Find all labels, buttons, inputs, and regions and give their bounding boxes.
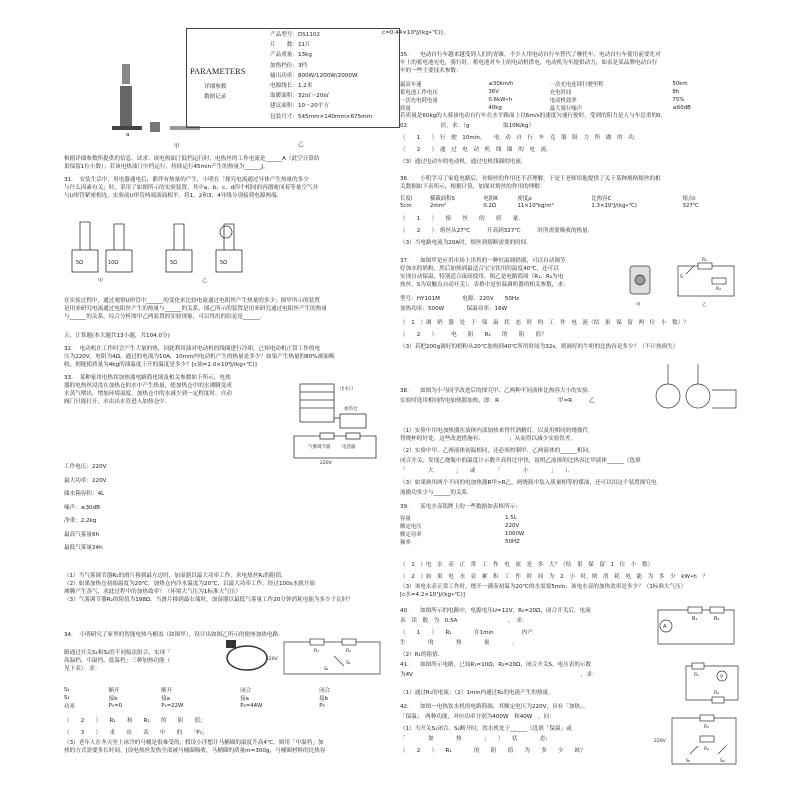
q42-sub-2: （ 2 ） R₁ 的 阻 值 为 多 少 欧？ [400,748,586,754]
flask-jia [656,384,680,408]
q41-line-2: 为4V ，求： [400,672,598,678]
humidifier-spec-line: 最低气雾量24h [64,545,103,551]
q39-sub-3b: [c水=4.2×10³J/(kg•℃)] [400,592,465,598]
humid-label-regulator: 气雾调节器 [308,445,331,450]
q41-r1 [692,663,704,669]
q42-r1 [700,715,714,721]
q39-sub-1: （ 1 ）电 水 壶 正 常 工 作 电 流 是 多 大？（结 果 保 留 1 位 小 数） [400,562,654,568]
q41-r1-label: R₁ [694,673,699,678]
humidifier-circuit [294,436,376,458]
q36-table-cell: 比热容C [591,196,612,202]
circuit-q41-figure [682,660,742,704]
spec-line: 产品型号：DS1102 [270,32,321,38]
q42-s1-label: S₁ [686,759,691,764]
q35-sub-3: （3）通过电动车的电动机，通过电机线圈的电流． [400,159,527,165]
humidifier-spec-line: 储水箱容积：4L [64,491,105,497]
humidifier-figure [290,380,386,464]
milk-s-label: S [680,275,683,280]
q38-line-1: 38. 如图为小马同学改进后的探究甲、乙两种不同液体比热容大小的实验． [400,388,594,394]
q36-fuse-table [400,194,720,209]
q31-line-6: 与______的关系，综合分析图甲乙两装置的实验现象，可以得出的结论是______． [64,314,266,320]
q42-sub-1b: 「 加 热 」 ） 状 态； [400,736,552,742]
q35-table-cell: ≤60dB [672,105,691,111]
toilet-s1-label: S₁ [324,667,329,672]
q39-table-cell: 1.5L [505,515,517,521]
q39-kettle-table [400,514,600,546]
q36-table-cell: 11×10³kg/m³ [517,202,554,209]
q35-table-row [400,104,720,112]
q41-line-1: 41. 如图所示电路，已知R₁=10Ω，R₂=20Ω，闭合开关S，电压表的示数 [400,662,592,668]
circuit-q40-figure [654,602,738,648]
q40-r1 [688,607,702,613]
q35-table-cell: 一次充电连续行驶里程 [549,82,604,88]
q40-sub-2: （2）R₁的阻值． [400,652,444,658]
q31-line-4: 在实验过程中，通过观察U形管中______的变化来比较电流通过电阻丝产生热量的多少；图甲所示的装置 [64,298,320,304]
q38-sub-3: （3）如果换用两个不同的电加热器R甲>R乙，两烧瓶中装入质量相等的煤油，还可以用这个装置探究电 [400,480,657,486]
q34-table-cell: 接a [161,696,170,702]
q38-sub-3b: 流做功多少与______的关系． [400,490,473,496]
q35-table-cell: 充电时间 [549,90,572,96]
q40-r2-label: R₂ [714,616,720,622]
u-tube-a [80,222,90,250]
humid-label-heater: 电热器 [342,445,356,450]
milk-bottle [635,275,645,285]
parameters-subtitle-1: 详细参数 [204,84,227,90]
q35-table-cell: 最高车速 [400,82,422,88]
q34-sub-3b: 热的方式需要多长时间。[设电热丝发热全部被马桶圈吸收，马桶圈的质量m=300g，马桶圈材料的比热容 [64,748,326,754]
humidifier-spec-line: 工作电压：220V [64,464,107,470]
q35-table-cell: ≤30km/h [488,81,514,87]
humidifier-spec-line: 最高气雾量6h [64,531,100,538]
milk-r2 [712,278,726,284]
humidifier-spec-line: 最大功率：220V [64,477,107,484]
q35-table-cell: 电动机效率 [549,98,577,104]
q42-r2 [700,736,714,742]
q34-table-cell: P₂=44W [240,703,263,709]
flask-apparatus-figure [650,360,742,414]
q34-line-4: 见下表）．求： [64,666,101,672]
milk-r1-label: R₁ [702,258,707,263]
resistor-5ohm-d: 5Ω [220,260,228,266]
q36-sub-2: （ 2 ） 熔丝从27℃ 升高到327℃ 时所需要吸收的热量． [400,228,594,234]
heater-fins [120,86,132,126]
q39-line-1: 39. 某电水壶铭牌上的一些数据如表格所示： [400,504,521,510]
q34-sub-1: （ 2 ） R₁ 和 R₂ 的 阻 值； [64,718,206,724]
top-formula: c=0.44×10³J/(kg•℃)]。 [382,30,449,36]
q36-table-cell: 电阻R [483,196,498,202]
resistor-10ohm-b: 10Ω [108,260,119,266]
q35-table-cell: 50km [672,81,688,87]
q42-line-2: 「保温」 两种功能，对应功率分别为400W 和40W ，问： [400,714,555,720]
q34-table-cell: P₃ [319,703,325,709]
figure-label-yi: 乙 [298,142,304,148]
q36-table-row [400,202,720,209]
q36-table-cell: 1.3×10²J/(kg•℃) [591,202,637,209]
q42-switch-s2 [718,746,726,754]
q31-line-3: 与U形管紧密相连，实验前U形管两端液面相平，将1、2和3、4导线分别接到电源两端． [64,193,283,199]
q35-line-2: 车上的蓄电池充电，骑行时，蓄电池对车上的电动机供电，电动机为车提供动力，如表是某品牌电动自行 [400,60,658,66]
q35-table-cell: 8h [672,89,680,95]
figure-label-jia: 甲 [174,144,180,150]
humidifier-spec-line: 噪声：≤30dB [64,504,100,511]
spec-line: 电源线长：1.2米 [270,83,313,89]
toilet-seat-figure [222,640,272,674]
u-tube-b [114,224,124,250]
q35-table-row [400,96,720,104]
q37-line-2: 好加水的奶粉，然后加热到最适合宝宝饮用的温度40℃，还可以 [400,266,559,272]
milk-warmer-figure [622,256,742,312]
regulator-r2 [320,433,334,439]
q41-voltmeter-label: V [720,675,724,680]
q33-line-3: 水蒸气喷出，增加环境湿度，加热仓中的水减少到一定程度时，自动 [64,391,232,397]
q34-table-cell: S₂ [64,695,70,701]
section-five-heading: 五、计算题(本大题共13小题，共104.0分) [64,333,170,339]
q39-table-row [400,530,600,538]
q33-sub-2a: （2）如果加热仓初始温度为20℃，加热仓内冷水温度为20℃，以最大功率工作，经过100s水就开始 [64,581,315,587]
q42-sub-1: （1）当开关S₁闭合、S₂断开时，饮水机处于______（选填「保温」或 [400,726,572,732]
q35-table-cell: 最大骑行噪声 [549,106,583,112]
q30-line-2: 果保留1位小数）；若该电热油汀中档运行，持续运行45min产生的热量为______J。 [64,164,269,170]
humidifier-spec-line: 净重：2.2kg [64,518,97,524]
q40-r1-label: R₁ [692,616,698,622]
toilet-220v: 220V [266,657,278,662]
q33-line-1: 33． 某种家用电热饮加热器电路简化图及相关参数如下所示，电热 [64,375,231,381]
q31-line-5: 是用来研究电流通过电阻丝产生的热量与______的关系，图乙所示的装置是用来研究通过电阻丝产生的热量 [64,306,327,312]
q35-line-3: 车的一些主要技术参数： [400,68,462,74]
q42-line-1: 42. 如图一电热饮水机的电路简图，其额定电压为220V，具有「加热」、 [400,704,589,710]
parameters-title: PARAMETERS [190,66,246,76]
q30-line-1: 根据详细参数所提供的信息，试求：该电热油汀低档运行时，电热丝的工作电流是______A（此空计算结 [64,156,320,162]
q37-sub-1: （ 1 ）调 奶 器 处 于 保 温 状 态 时 的 工 作 电 流（结 果 保 留 两 位 小 数）？ [400,320,689,326]
q35-table-row [400,80,720,88]
resistor-5ohm-c: 5Ω [170,260,178,266]
q42-220v-label: 220V [654,739,666,744]
q34-sub-2: （ 3 ） 求 出 表 中 的 「P₃」 [64,730,208,736]
q34-table-row [64,702,364,710]
q38-sub-2: （2）实验中甲、乙两液体初温相同，还必须控制甲、乙两液体的______相同， [400,448,594,454]
q35-table-cell: 蓄电池工作电压 [400,90,438,96]
q40-r2 [710,607,724,613]
heater-wheel [150,122,160,132]
q35-table-cell: 0.6kW•h [488,97,512,103]
q39-table-cell: 220V [505,523,520,529]
toilet-s2-label: S₂ [346,661,351,666]
spec-line: 输出功率：800W/1200W/2000W [270,72,358,79]
figure-label-a: a [126,132,130,138]
q34-table-cell: 断开 [108,688,120,694]
q39-table-cell: 额定功率 [400,532,422,538]
q38-line-2: 实验时选用相同的电加热器加热，即：R [400,398,499,404]
q34-table-cell: P₁=22W [161,703,184,709]
q33-sub-3: （3）气雾调节器R₂的阻值为198Ω，当滑片移到最右端时，加湿器以最低气雾量工作20分钟消耗电能为多少千瓦时？ [64,597,354,603]
q38-sub-1: （1）实验中用电加热器在液体内部加热来替代酒精灯，以及用相同的烧瓶代 [400,428,589,434]
q40-line-2: 表 读 数 为 0.5A ， 求： [400,618,528,624]
q33-sub-1: （1）当气雾调节器R₂的滑片移到最左边时，加湿器以最大功率工作，求电热丝R₁的阻值。 [64,573,287,579]
humid-label-outlet: 出水口 [340,387,354,392]
seat-control [226,640,236,648]
heater-r1 [346,433,360,439]
q39-sub-3: （3）该电水壶正常工作时，烧开一满壶初温为20℃的水需要5min，该电水壶的加热效率是多少？（1标准大气压） [400,584,687,590]
spec-line: 建议面积：10～20平方 [270,103,329,110]
q36-table-cell: 熔点t [682,196,696,202]
toilet-r1-label: R₁ [314,649,319,654]
q39-sub-2: （ 2 ）如 果 电 水 壶 累 积 工 作 时 间 为 2 小 时，则 消 耗 电 能 为 多 少 kW•h ？ [400,574,709,580]
q34-line-3: 高温档、中温档、低温档」三种加热功能（ [64,658,171,664]
q39-table-cell: 额定电压 [400,524,422,530]
q36-table-cell: 5cm [400,202,412,209]
q35-spec-table [400,80,720,112]
q37-line-1: 37. 如图甲是应用市场上出售的一种恒温调奶器，可以自动调节 [400,258,566,264]
q32-line-3: 收，则能使质量为4kg的油温度上升的温度是多少？[c油=2.0×10³J/(kg•℃)] [64,362,257,368]
q37-sub-2: （ 2 ） 电 阻 R₂ 的 阻 值？ [400,332,547,338]
milk-switch [686,266,694,274]
q32-line-2: 压为220V，电阻为4Ω，通过的电流为10A，10min内电动机产生的热量是多少？如果产生热量的80%被油吸 [64,354,335,360]
u-tube-label-yi: 乙 [202,278,208,284]
q42-switch-s1 [690,746,698,754]
heater-base [112,126,142,130]
q39-table-row [400,522,600,530]
q32-line-1: 32． 电动机在工作时会产生大量的热，因此利用油对电动机的线圈进行冷却，已知电动机正常工作的电 [64,346,321,352]
spec-line: 片 数：11片 [270,42,311,49]
q36-line-2: 关数据如下表所示，根据计算，加深对熔丝的作用的理解： [400,184,546,190]
q39-table-row [400,514,600,522]
toilet-r1 [310,639,324,645]
q31-line-1: 31． 安装生活中，用电器通电后，都伴有热量的产生，小明在「探究电流通过导体产生热量的多少 [64,177,309,183]
flask-yi [686,384,710,408]
u-tube-apparatus-figure [66,202,266,286]
q39-table-cell: 频率 [400,540,411,546]
q38-line-2b: 甲=R 乙 [558,398,595,404]
q40-line-1: 40. 如图所示的电路中，电源电压U=12V，R₂=20Ω，闭合开关后，电流 [400,608,591,614]
q36-table-cell: 327℃ [682,202,699,209]
q40-sub-1: （ 1 ） R₁ 在1min 内产 [400,630,533,636]
q36-table-cell: 2mm² [429,202,447,209]
milk-r1 [698,263,712,269]
q36-table-cell: 密度ρ [517,196,532,202]
q35-sub-1: （ 1 ） 行 驶 10min， 电 动 自 行 车 克 服 阻 力 所 做 的 功． [400,135,640,141]
q33-line-4: 阀门只能打开，水由出水管进入加热仓中。 [64,399,171,405]
spec-line: 产品重量：13kg [270,52,312,59]
q35-sub-2: （ 2 ） 通 过 电 动 机 线 圈 的 电 流． [400,147,552,153]
q38-sub-1b: 替烧杯的好处，这些改进措施有： ；从而得以减少实验误差。 [400,436,577,442]
toilet-circuit-figure [266,636,390,680]
q33-sub-2b: 沸腾产生蒸气，求此过程中的加热效率？（环境大气压为1标准大气压） [64,589,241,595]
q33-line-2: 器的电热丝浸没在加热仓的水中产生热量，使加热仓中的水沸腾变成 [64,383,232,389]
water-tank [300,384,334,422]
q39-table-cell: 50HZ [505,539,520,545]
milk-label-yi: 乙 [702,303,707,308]
q34-line-1: 34． 小明研究了家里的智能电热马桶盖（如图甲），设计出如图乙所示的便座加热电路． [64,632,284,638]
q41-r2-label: R₂ [714,691,719,696]
q34-table-cell: 闭合 [240,688,252,694]
q34-table-cell: 闭合 [319,688,331,694]
q37-line-4: 热丝，S为双触点自动开关），表格中是恒温调奶器的相关参数，求： [400,282,569,288]
humid-label-220v: 220V [320,461,332,466]
spec-line: 取暖面积：32㎡～20㎡ [270,93,329,100]
q40-ammeter-label: A [663,624,667,630]
q41-circuit-wire [686,666,738,700]
humid-label-chamber: 加热仓 [344,407,358,412]
q41-r2 [712,697,724,703]
milk-r2-label: R₂ [716,287,721,292]
q42-r1-label: R₁ [704,725,709,730]
q36-table-row [400,194,720,202]
q41-sub-1: （1）通过R₁的电流；（2）1min内通过R₂的电流产生的热量。 [400,690,554,696]
wire-loop [220,226,232,238]
q35-table-row [400,88,720,96]
toilet-switch-s2 [334,656,344,666]
q35-table-cell: 36V [488,89,499,95]
q34-table-cell: 接b [319,696,329,702]
q34-table-row [64,694,364,702]
resistor-5ohm-a: 5Ω [76,260,84,266]
q37-sub-3: （3）若把200g调好的奶粉从20℃加热到40℃所用时间为32s，则调好的牛奶的比热容是多少？（不计热损失） [400,344,679,350]
q34-table-cell: S₁ [64,687,70,693]
toilet-circuit-wire [284,642,380,674]
q36-sub-3: （3）当电路电流为20A时，熔丝到熔断需要的时间． [400,240,532,246]
q39-table-row [400,538,600,546]
q35-line-4: 若质量是60kg的人骑该电动自行车在水平路面上以6m/s的速度匀速行驶时，受到的阻力是人与车总重的0. [400,113,663,119]
q36-table-cell: 0.2Ω [483,202,497,209]
q42-s2-label: S₂ [720,759,725,764]
toilet-r2-label: R₂ [346,649,351,654]
milk-label-jia: 甲 [636,303,641,308]
q35-table-cell: 40kg [488,105,502,111]
q34-table-cell: 功率 [64,704,75,710]
q36-sub-1: （ 1 ） 熔 丝 的 质 量． [400,216,524,222]
q39-table-cell: 1000W [505,531,525,537]
q34-line-2: 路通过开关S₁和S₂的不同接法组合，实现「 [64,650,171,656]
q37-spec-1: 型号：HY101M 电源：220V 50Hz [400,296,520,302]
q34-table-cell: 断开 [161,688,173,694]
parameters-subtitle-2: 数据记录 [204,94,227,100]
u-tube-c [174,224,184,250]
spec-line: 包装尺寸：545mm×140mm×675mm [270,113,373,120]
q35-line-1: 35. 电动自行车越来越受到人们的青睐，不少人用电动自行车替代了摩托车，电动自行车使用前要先对 [400,52,661,58]
q38-sub-2c: 「 大 」 或 「 小 」 ）． [400,468,574,474]
q37-line-3: 实现自动保温，特别适合夜间使用。图乙是电路简图（R₁、R₂为电 [400,274,564,280]
q40-sub-1b: 生 的 热 量 ； [400,640,518,646]
circuit-q42-figure [654,712,740,768]
q35-table-cell: 75% [672,97,685,103]
toilet-r2 [342,639,356,645]
q34-table-cell: 接a [240,696,249,702]
q34-switch-table [64,686,364,710]
q36-table-cell: 长度l [400,196,413,202]
q42-r2-label: R₂ [704,747,709,752]
q34-table-cell: 接b [108,696,118,702]
heating-chamber [340,414,366,428]
q36-line-1: 36. 小明学习了家庭电路后，对熔丝的作用还不甚理解，于是王老师给他提供了关于某种规格熔丝的相 [400,176,661,182]
q35-table-cell: 一次充电耗电量 [400,98,438,104]
q34-table-cell: P₀=0 [108,703,123,709]
toilet-seat [227,646,267,670]
q35-line-5: 02 倍，求：（g 取10N/kg） [400,123,535,129]
q35-table-cell: 质量 [400,106,411,112]
q36-table-cell: 横截面积S [429,196,455,202]
q34-table-row [64,686,364,694]
u-tube-label-jia: 甲 [98,278,104,284]
q38-sub-2b: 闭合开关，发现乙烧瓶中的温度计示数升高得比甲快，说明乙液体的比热容比甲液体______（选填 [400,458,641,464]
spec-line: 加热档位：3档 [270,62,308,69]
heater-photo [112,50,152,140]
heater-body [122,64,130,84]
q34-sub-3a: （3）老年人在冬天坐上冰冷的马桶是很难受的，假设小洋想让马桶圈的温度升高4℃，则用「中温档」加 [64,740,324,746]
q31-line-2: 与什么因素有关」时，采用了如图所示的实验装置，其中a、b、c、d四个相同的容器密闭着等量空气并 [64,185,319,191]
q37-spec-2: 加热功率：500W 保温功率：16W [400,306,508,312]
flask-circuit [712,390,736,408]
q39-table-cell: 容量 [400,516,411,522]
